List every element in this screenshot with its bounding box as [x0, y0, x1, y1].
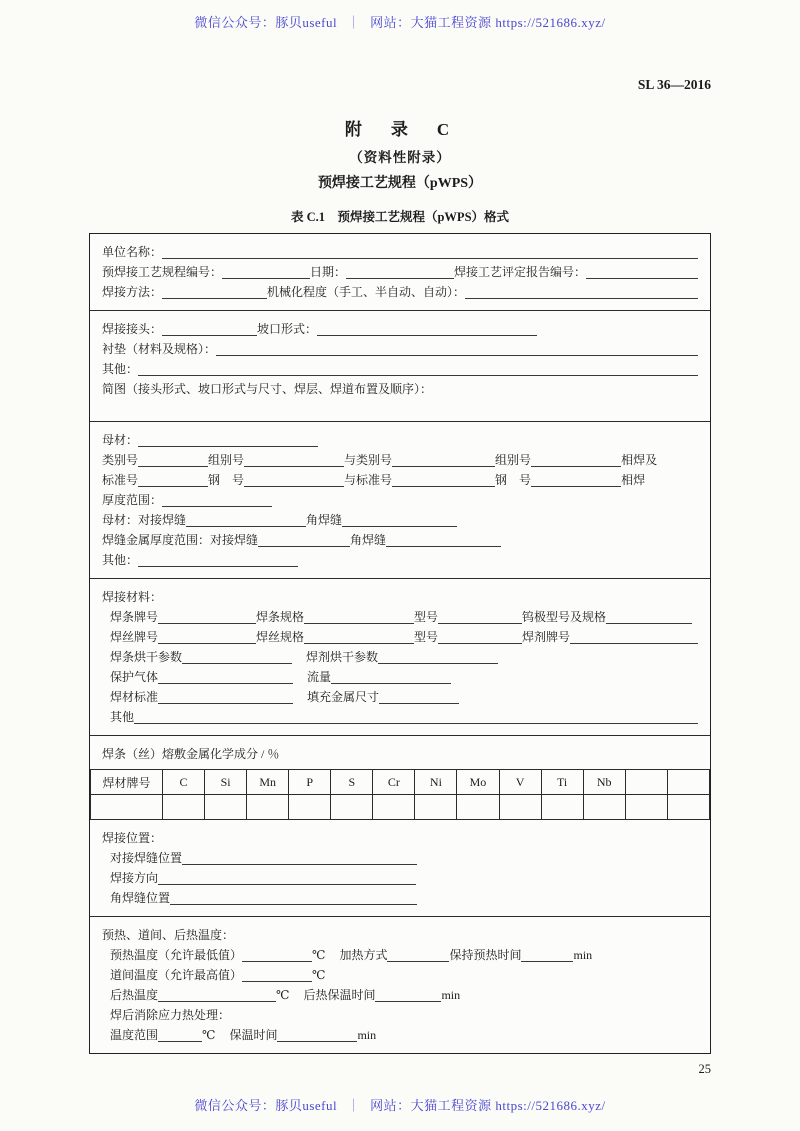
chem-column-header: Cr [373, 770, 415, 795]
blank-line [134, 712, 698, 724]
postheat-hold-label: 后热保温时间 [303, 988, 376, 1002]
chem-cell-empty [667, 795, 709, 820]
chem-cell-empty [415, 795, 457, 820]
base-butt-label: 母材：对接焊缝 [102, 513, 187, 527]
chem-column-header: Nb [583, 770, 625, 795]
form-row-class-group [102, 450, 698, 470]
chem-header-row [91, 770, 710, 795]
butt-position-label: 对接焊缝位置 [110, 851, 183, 865]
chem-cell-empty [289, 795, 331, 820]
form-row-base-other [102, 550, 698, 570]
thickness-label: 厚度范围： [102, 493, 163, 507]
blank-line [438, 612, 522, 624]
chem-column-header [667, 770, 709, 795]
form-row-pwps-no [102, 262, 698, 282]
form-row-temps-title [102, 925, 698, 945]
tungsten-label: 钨极型号及规格 [522, 610, 607, 624]
blank-line [162, 287, 267, 299]
section-joint [90, 310, 710, 421]
blank-line [182, 853, 417, 865]
other-label: 其他： [102, 362, 139, 376]
blank-line [346, 267, 454, 279]
pwht-label: 焊后消除应力热处理： [110, 1008, 231, 1022]
form-row-positions-title [102, 828, 698, 848]
chem-empty-row [91, 795, 710, 820]
chem-composition-table [90, 769, 710, 820]
blank-line [158, 632, 256, 644]
chem-column-header: S [331, 770, 373, 795]
blank-line [242, 970, 312, 982]
chem-column-header: Si [205, 770, 247, 795]
chem-column-header: C [163, 770, 205, 795]
wire-brand-label: 焊丝牌号 [110, 630, 159, 644]
blank-line [162, 247, 698, 259]
blank-line [158, 612, 256, 624]
fillet-position-label: 角焊缝位置 [110, 891, 171, 905]
rod-spec-label: 焊条规格 [256, 610, 305, 624]
chem-cell-empty [457, 795, 499, 820]
watermark-site-link: 网站：大猫工程资源 https://521686.xyz/ [370, 15, 606, 30]
form-row-metal-thickness [102, 530, 698, 550]
form-row-filler-std [102, 687, 698, 707]
weld-label: 相焊 [621, 473, 646, 487]
watermark-separator: ｜ [346, 15, 361, 30]
celsius-unit: ℃ [202, 1028, 216, 1042]
min-unit: min [357, 1028, 377, 1042]
direction-label: 焊接方向 [110, 871, 159, 885]
with-std-no-label: 与标准号 [344, 473, 393, 487]
form-row-std-steel [102, 470, 698, 490]
section-base-metal [90, 421, 710, 578]
watermark-wechat: 微信公众号：豚贝useful [194, 15, 338, 30]
form-row-thickness [102, 490, 698, 510]
std-no-label: 标准号 [102, 473, 139, 487]
bottom-watermark [0, 1077, 800, 1114]
blank-line [158, 990, 276, 1002]
temps-title-label: 预热、道间、后热温度： [102, 928, 235, 942]
date-label: 日期： [310, 265, 347, 279]
preheat-label: 预热温度（允许最低值） [110, 948, 243, 962]
steel-no-label: 钢 号 [208, 473, 245, 487]
blank-line [138, 455, 208, 467]
group-no-label: 组别号 [208, 453, 245, 467]
chem-cell-empty [163, 795, 205, 820]
chem-column-header: 焊材牌号 [91, 770, 163, 795]
chem-cell-empty [373, 795, 415, 820]
rod-dry-label: 焊条烘干参数 [110, 650, 183, 664]
min-unit: min [441, 988, 461, 1002]
celsius-unit: ℃ [312, 968, 326, 982]
form-row-preheat [102, 945, 698, 965]
form-row-base-metal [102, 430, 698, 450]
chem-cell-empty [91, 795, 163, 820]
pwps-no-label: 预焊接工艺规程编号： [102, 265, 223, 279]
blank-line [138, 435, 318, 447]
chem-column-header: Mn [247, 770, 289, 795]
blank-line [242, 950, 312, 962]
blank-line [244, 455, 344, 467]
blank-line [386, 535, 501, 547]
celsius-unit: ℃ [312, 948, 326, 962]
min-unit: min [573, 948, 593, 962]
blank-line [331, 672, 451, 684]
class-no-label: 类别号 [102, 453, 139, 467]
blank-line [138, 364, 698, 376]
blank-line [162, 495, 272, 507]
model-label: 型号 [414, 630, 439, 644]
blank-line [158, 1030, 202, 1042]
blank-line [216, 344, 698, 356]
watermark-site-link: 网站：大猫工程资源 https://521686.xyz/ [370, 1098, 606, 1113]
flux-dry-label: 焊剂烘干参数 [306, 650, 379, 664]
blank-line [182, 652, 292, 664]
joint-label: 焊接接头： [102, 322, 163, 336]
chem-column-header [625, 770, 667, 795]
chem-cell-empty [541, 795, 583, 820]
rod-brand-label: 焊条牌号 [110, 610, 159, 624]
blank-line [277, 1030, 357, 1042]
flow-label: 流量 [307, 670, 332, 684]
table-caption: 表 C.1 预焊接工艺规程（pWPS）格式 [290, 210, 510, 224]
blank-line [244, 475, 344, 487]
appendix-title: 附 录 C [344, 120, 456, 139]
form-row-joint-other [102, 359, 698, 379]
weld-and-label: 相焊及 [621, 453, 658, 467]
mechanization-label: 机械化程度（手工、半自动、自动）： [267, 285, 466, 299]
chem-column-header: Mo [457, 770, 499, 795]
flux-brand-label: 焊剂牌号 [522, 630, 571, 644]
blank-line [438, 632, 522, 644]
blank-line [342, 515, 457, 527]
watermark-separator: ｜ [346, 1098, 361, 1113]
temp-range-label: 温度范围 [110, 1028, 159, 1042]
page-number: 25 [698, 1062, 711, 1076]
pqr-no-label: 焊接工艺评定报告编号： [454, 265, 587, 279]
section-identity [90, 234, 710, 310]
form-row-direction [102, 868, 698, 888]
blank-line [375, 990, 441, 1002]
blank-line [606, 612, 692, 624]
form-row-gas [102, 667, 698, 687]
chem-cell-empty [205, 795, 247, 820]
form-row-sketch [102, 379, 698, 399]
other-label: 其他 [110, 710, 135, 724]
fillet-label: 角焊缝 [350, 533, 387, 547]
blank-line [392, 455, 495, 467]
chem-cell-empty [583, 795, 625, 820]
blank-line [138, 555, 298, 567]
blank-line [392, 475, 495, 487]
form-row-pwht-title [102, 1005, 698, 1025]
positions-title-label: 焊接位置： [102, 831, 163, 845]
form-row-wire [102, 627, 698, 647]
blank-line [531, 455, 621, 467]
form-row-backing [102, 339, 698, 359]
blank-line [317, 324, 537, 336]
soak-time-label: 保温时间 [229, 1028, 278, 1042]
model-label: 型号 [414, 610, 439, 624]
form-row-pwht-params [102, 1025, 698, 1045]
page-title: 预焊接工艺规程（pWPS） [317, 176, 483, 191]
blank-line [304, 632, 414, 644]
chem-column-header: V [499, 770, 541, 795]
blank-line [521, 950, 573, 962]
method-label: 焊接方法： [102, 285, 163, 299]
blank-line [170, 893, 417, 905]
heating-method-label: 加热方式 [339, 948, 388, 962]
postheat-label: 后热温度 [110, 988, 159, 1002]
top-watermark [0, 0, 800, 31]
filler-std-label: 焊材标准 [110, 690, 159, 704]
chem-column-header: Ni [415, 770, 457, 795]
sketch-label: 简图（接头形式、坡口形式与尺寸、焊层、焊道布置及顺序）： [102, 382, 433, 396]
interpass-label: 道间温度（允许最高值） [110, 968, 243, 982]
chem-cell-empty [331, 795, 373, 820]
with-class-no-label: 与类别号 [344, 453, 393, 467]
materials-title-label: 焊接材料： [102, 590, 163, 604]
unit-name-label: 单位名称： [102, 245, 163, 259]
form-row-interpass [102, 965, 698, 985]
blank-line [162, 324, 257, 336]
blank-line [158, 692, 293, 704]
sketch-area [102, 399, 698, 413]
form-row-materials-title [102, 587, 698, 607]
form-row-postheat [102, 985, 698, 1005]
blank-line [258, 535, 350, 547]
form-row-materials-other [102, 707, 698, 727]
section-positions [90, 820, 710, 916]
chem-column-header: P [289, 770, 331, 795]
blank-line [531, 475, 621, 487]
celsius-unit: ℃ [276, 988, 290, 1002]
blank-line [379, 692, 459, 704]
blank-line [586, 267, 698, 279]
blank-line [158, 672, 293, 684]
backing-label: 衬垫（材料及规格）： [102, 342, 217, 356]
group-no-label: 组别号 [495, 453, 532, 467]
blank-line [387, 950, 449, 962]
blank-line [465, 287, 698, 299]
metal-thickness-label: 焊缝金属厚度范围：对接焊缝 [102, 533, 259, 547]
blank-line [138, 475, 208, 487]
section-chem-composition [90, 735, 710, 820]
form-row-method [102, 282, 698, 302]
chem-cell-empty [625, 795, 667, 820]
blank-line [304, 612, 414, 624]
form-row-base-butt [102, 510, 698, 530]
steel-no-label: 钢 号 [495, 473, 532, 487]
chem-cell-empty [499, 795, 541, 820]
section-filler-materials [90, 578, 710, 735]
section-temperatures [90, 916, 710, 1053]
blank-line [158, 873, 416, 885]
form-row-rod [102, 607, 698, 627]
form-row-fillet-position [102, 888, 698, 908]
watermark-wechat: 微信公众号：豚贝useful [194, 1098, 338, 1113]
doc-code: SL 36—2016 [637, 77, 711, 92]
preheat-hold-label: 保持预热时间 [449, 948, 522, 962]
fillet-label: 角焊缝 [306, 513, 343, 527]
other-label: 其他： [102, 553, 139, 567]
blank-line [378, 652, 498, 664]
chem-column-header: Ti [541, 770, 583, 795]
chem-cell-empty [247, 795, 289, 820]
wire-spec-label: 焊丝规格 [256, 630, 305, 644]
gas-label: 保护气体 [110, 670, 159, 684]
form-row-unit-name [102, 242, 698, 262]
chem-caption: 焊条（丝）熔敷金属化学成分 / ％ [102, 747, 280, 761]
form-row-butt-position [102, 848, 698, 868]
appendix-note: （资料性附录） [349, 150, 451, 165]
blank-line [186, 515, 306, 527]
form-row-drying [102, 647, 698, 667]
blank-line [570, 632, 698, 644]
filler-size-label: 填充金属尺寸 [307, 690, 380, 704]
pwps-form-table [89, 233, 711, 1054]
base-metal-label: 母材： [102, 433, 139, 447]
groove-label: 坡口形式： [257, 322, 318, 336]
form-row-joint [102, 319, 698, 339]
blank-line [222, 267, 310, 279]
